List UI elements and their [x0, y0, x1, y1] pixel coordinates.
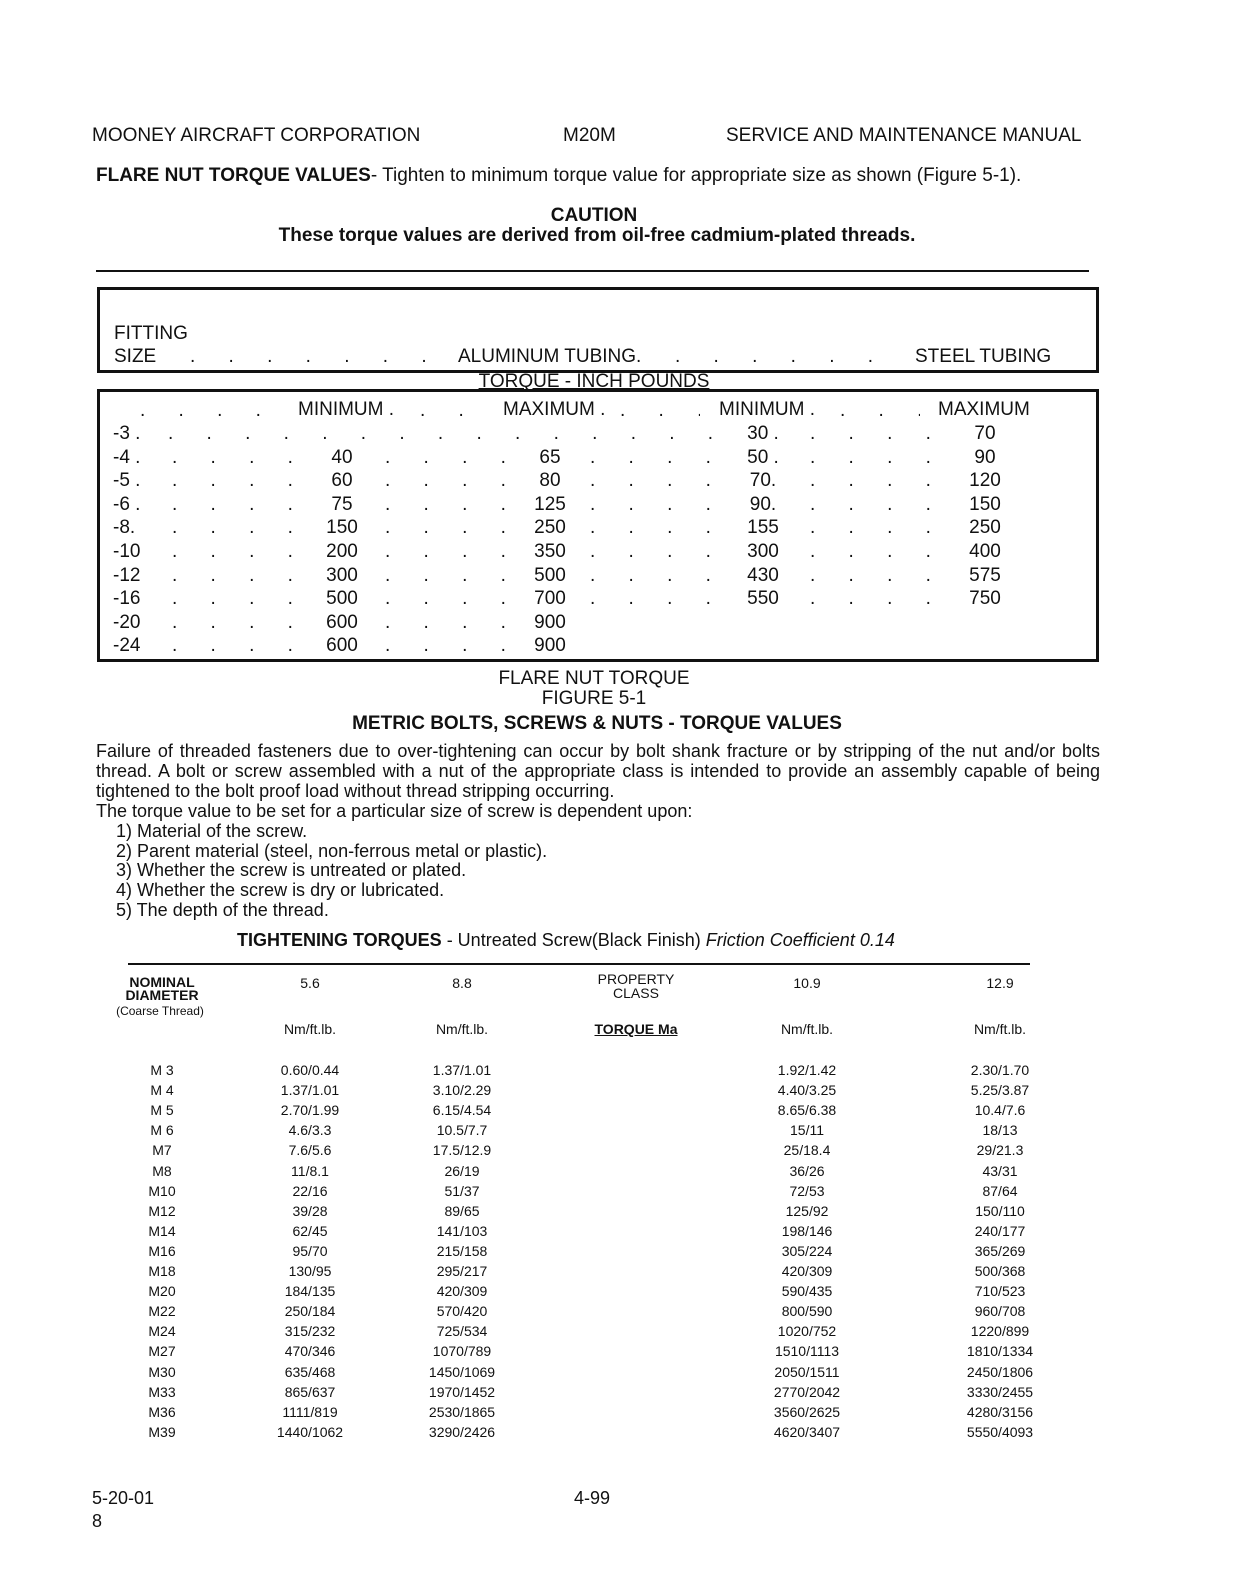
flare-torque-cell: 300 [326, 564, 358, 586]
class-12-9: 12.9 [986, 975, 1014, 991]
leader-dots [385, 635, 515, 655]
leader-dots [168, 423, 738, 443]
flare-intro-text: - Tighten to minimum torque value for appropriate size as shown (Figure 5-1). [370, 165, 1022, 186]
flare-intro [96, 165, 1021, 187]
metric-table-cell: 240/177 [974, 1222, 1026, 1239]
metric-table-cell: 4280/3156 [966, 1403, 1034, 1420]
metric-table-cell: 11/8.1 [291, 1162, 329, 1179]
dependent-text: The torque value to be set for a particular size of screw is dependent upon: [96, 801, 693, 821]
flare-torque-cell: 500 [534, 564, 566, 586]
metric-table-cell: M14 [148, 1222, 176, 1239]
metric-table-cell: 500/368 [974, 1263, 1026, 1279]
metric-table-cell: 184/135 [284, 1283, 336, 1300]
units-label: Nm/ft.lb. [283, 1021, 337, 1037]
metric-table-cell: 4.40/3.25 [777, 1082, 837, 1099]
aluminum-tubing-label: ALUMINUM TUBING. [458, 346, 642, 367]
caution-title: CAUTION [550, 205, 638, 226]
metric-table-cell: 141/103 [436, 1222, 488, 1239]
metric-table-cell: 3330/2455 [966, 1383, 1034, 1400]
flare-torque-cell: 600 [326, 611, 358, 633]
metric-table-cell: M39 [148, 1423, 176, 1440]
figure-caption: FLARE NUT TORQUE [498, 668, 690, 689]
metric-table-cell: 470/346 [284, 1343, 336, 1360]
leader-dots [385, 517, 515, 537]
leader-dots [172, 635, 312, 655]
metric-table-cell: 1.37/1.01 [432, 1062, 492, 1078]
metric-table-cell: M36 [148, 1403, 176, 1420]
leader-dots [810, 541, 945, 561]
metric-table-cell: 36/26 [789, 1162, 825, 1179]
leader-dots [385, 612, 515, 632]
flare-torque-cell: 125 [534, 493, 566, 515]
metric-table-cell: 39/28 [292, 1202, 328, 1219]
metric-table-cell: M7 [152, 1142, 172, 1159]
metric-table-cell: 3.10/2.29 [432, 1082, 492, 1099]
leader-dots [590, 565, 725, 585]
property-label: PROPERTY [597, 971, 675, 987]
flare-torque-cell: 700 [534, 588, 566, 610]
metric-table-cell: M18 [148, 1263, 176, 1279]
leader-dots [810, 517, 945, 537]
metric-table-cell: 130/95 [288, 1263, 332, 1279]
leader-dots [810, 447, 945, 467]
leader-dots [172, 565, 312, 585]
footer-page-number: 4-99 [574, 1488, 611, 1508]
leader-dots [590, 517, 725, 537]
torque-ma-label: TORQUE Ma [594, 1021, 678, 1037]
metric-table-cell: 2530/1865 [428, 1403, 496, 1420]
units-label: Nm/ft.lb. [973, 1021, 1027, 1037]
flare-torque-cell: 40 [331, 446, 353, 468]
metric-table-cell: M20 [148, 1283, 176, 1300]
leader-dots [590, 541, 725, 561]
metric-table-cell: 305/224 [781, 1242, 833, 1259]
metric-table-cell: 2770/2042 [773, 1383, 841, 1400]
metric-table-cell: 800/590 [781, 1303, 833, 1320]
metric-table-cell: 1.37/1.01 [280, 1082, 340, 1099]
torque-units-label: TORQUE - INCH POUNDS [478, 371, 710, 392]
metric-table-cell: 590/435 [781, 1283, 833, 1300]
flare-torque-cell: 150 [969, 493, 1001, 515]
metric-table-cell: 960/708 [974, 1303, 1026, 1320]
steel-tubing-label: STEEL TUBING [915, 346, 1052, 367]
metric-table-cell: 1510/1113 [774, 1343, 840, 1360]
flare-torque-cell: 250 [534, 517, 566, 539]
metric-paragraph: Failure of threaded fasteners due to over-tightening can occur by bolt shank fracture or by stripping of the nut and/or bolts thread. A bolt or screw assembled with a nut of the appropriate class is intended to provide an assembly capable of being tightened to the bolt proof load without thread stripping occurring. [96, 741, 1100, 801]
leader-dots [590, 447, 725, 467]
leader-dots [590, 588, 725, 608]
metric-table-cell: M12 [148, 1202, 176, 1219]
metric-table-cell: 1810/1334 [966, 1343, 1034, 1360]
metric-table-cell: 2450/1806 [966, 1363, 1034, 1380]
flare-torque-cell: 70. [749, 470, 777, 492]
leader-dots [385, 565, 515, 585]
flare-torque-cell: 70 [974, 423, 996, 444]
flare-col-header: MAXIMUM [938, 399, 1030, 420]
list-item: 3) Whether the screw is untreated or plated. [116, 860, 467, 881]
leader-dots [590, 470, 725, 490]
flare-torque-cell: 90 [974, 446, 996, 468]
diameter-label: DIAMETER [125, 987, 199, 1003]
metric-table-cell: 51/37 [444, 1182, 480, 1199]
leader-dots [385, 447, 515, 467]
metric-table-cell: M24 [148, 1323, 176, 1340]
flare-torque-cell: 120 [969, 470, 1001, 492]
class-10-9: 10.9 [793, 975, 821, 991]
leader-dots [810, 470, 945, 490]
metric-table-cell: 365/269 [974, 1242, 1026, 1259]
flare-torque-cell: 750 [969, 588, 1001, 610]
footer-date: 5-20-01 [92, 1488, 155, 1508]
metric-table-cell: 570/420 [436, 1303, 488, 1320]
flare-torque-cell: 50 . [747, 446, 779, 468]
flare-torque-cell: 75 [331, 493, 353, 515]
list-item: 2) Parent material (steel, non-ferrous metal or plastic). [116, 840, 548, 861]
metric-table-cell: 710/523 [974, 1283, 1026, 1300]
metric-table-cell: 250/184 [284, 1303, 336, 1320]
metric-table-cell: 125/92 [785, 1202, 829, 1219]
list-item: 4) Whether the screw is dry or lubricated. [116, 880, 445, 901]
leader-dots [590, 494, 725, 514]
divider [128, 963, 1030, 965]
flare-torque-cell: 550 [747, 588, 779, 610]
flare-size-cell: -5 . [113, 470, 141, 492]
flare-size-cell: -6 . [113, 493, 141, 515]
flare-torque-cell: 575 [969, 564, 1001, 586]
header-company: MOONEY AIRCRAFT CORPORATION [92, 125, 421, 146]
metric-table-cell: 198/146 [781, 1222, 833, 1239]
flare-torque-cell: 400 [969, 541, 1001, 562]
leader-dots [385, 588, 515, 608]
flare-size-cell: -10 [113, 541, 141, 562]
metric-table-cell: 4620/3407 [773, 1423, 841, 1440]
table-title-italic: Friction Coefficient 0.14 [705, 930, 895, 950]
leader-dots [172, 541, 312, 561]
divider [96, 270, 1089, 272]
flare-size-cell: -24 [113, 635, 141, 657]
units-label: Nm/ft.lb. [435, 1021, 489, 1037]
flare-torque-cell: 250 [969, 517, 1001, 539]
nominal-label: NOMINAL [129, 974, 195, 990]
leader-dots [172, 588, 312, 608]
leader-dots [172, 494, 312, 514]
metric-table-cell: 635/468 [284, 1363, 336, 1380]
flare-torque-cell: 600 [326, 635, 358, 657]
metric-table-cell: 150/110 [975, 1202, 1025, 1219]
leader-dots [385, 541, 515, 561]
leader-dots [810, 588, 945, 608]
metric-table-cell: 29/21.3 [976, 1142, 1024, 1159]
metric-table-cell: M 4 [150, 1082, 174, 1099]
metric-table-cell: 215/158 [436, 1242, 488, 1259]
leader-dots [172, 447, 312, 467]
metric-table-cell: 17.5/12.9 [432, 1142, 492, 1159]
metric-table-cell: 10.4/7.6 [974, 1102, 1026, 1119]
metric-table-cell: 1440/1062 [276, 1423, 344, 1440]
metric-table-cell: 1111/819 [282, 1403, 338, 1420]
metric-table-cell: 87/64 [982, 1182, 1018, 1199]
flare-size-cell: -8. [113, 517, 136, 539]
metric-table-cell: 26/19 [444, 1162, 480, 1179]
metric-table-cell: 5.25/3.87 [970, 1082, 1030, 1099]
metric-table-cell: M22 [148, 1303, 176, 1320]
flare-torque-cell: 900 [534, 635, 566, 657]
metric-title: METRIC BOLTS, SCREWS & NUTS - TORQUE VALUES [352, 713, 842, 734]
flare-size-cell: -16 [113, 588, 141, 610]
coarse-thread-label: (Coarse Thread) [116, 1004, 204, 1018]
flare-torque-cell: 30 . [747, 423, 779, 444]
flare-torque-cell: 65 [539, 446, 561, 468]
metric-table-cell: 295/217 [436, 1263, 488, 1279]
leader-dots [385, 494, 515, 514]
list-item: 1) Material of the screw. [116, 821, 308, 841]
flare-torque-cell: 90. [749, 493, 777, 515]
fitting-label: FITTING [114, 323, 188, 344]
flare-torque-cell: 350 [534, 541, 566, 562]
metric-table-cell: 2.70/1.99 [280, 1102, 340, 1119]
metric-table-cell: 865/637 [284, 1383, 336, 1400]
metric-table-cell: 18/13 [982, 1122, 1018, 1139]
leader-dots [810, 494, 945, 514]
metric-table-cell: 5550/4093 [966, 1423, 1034, 1440]
metric-table-cell: 420/309 [436, 1283, 488, 1300]
leader-dots [810, 423, 945, 443]
flare-torque-cell: 150 [326, 517, 358, 539]
flare-torque-cell: 60 [331, 470, 353, 492]
metric-table-cell: 420/309 [781, 1263, 833, 1279]
flare-torque-cell: 300 [747, 541, 779, 562]
metric-table-cell: M30 [148, 1363, 176, 1380]
leader-dots [190, 346, 450, 366]
metric-table-cell: 1220/899 [970, 1323, 1030, 1340]
flare-col-header: MINIMUM . [719, 399, 816, 420]
flare-size-cell: -4 . [113, 446, 141, 468]
leader-dots [140, 400, 280, 420]
metric-table-cell: 89/65 [444, 1202, 480, 1219]
table-title-bold: TIGHTENING TORQUES [237, 930, 442, 950]
metric-table-cell: 315/232 [284, 1323, 336, 1340]
flare-size-cell: -3 . [113, 423, 141, 444]
metric-table-cell: M8 [152, 1162, 172, 1179]
metric-table-cell: M 5 [150, 1102, 174, 1119]
metric-table-cell: 43/31 [982, 1162, 1018, 1179]
flare-intro-heading: FLARE NUT TORQUE VALUES [96, 165, 371, 186]
metric-table-cell: M 6 [150, 1122, 174, 1139]
metric-table-cell: 7.6/5.6 [288, 1142, 332, 1159]
metric-table-cell: 725/534 [436, 1323, 488, 1340]
leader-dots [172, 470, 312, 490]
leader-dots [172, 517, 312, 537]
metric-table-cell: M16 [148, 1242, 176, 1259]
metric-table-cell: 15/11 [790, 1122, 824, 1139]
metric-table-cell: 25/18.4 [783, 1142, 831, 1159]
metric-table-cell: M33 [148, 1383, 176, 1400]
flare-torque-cell: 900 [534, 611, 566, 633]
metric-table-cell: 1450/1069 [428, 1363, 496, 1380]
flare-size-cell: -12 [113, 564, 141, 586]
footer-revision: 8 [92, 1511, 103, 1531]
leader-dots [840, 400, 920, 420]
metric-table-cell: 3560/2625 [773, 1403, 841, 1420]
units-label: Nm/ft.lb. [780, 1021, 834, 1037]
caution-text: These torque values are derived from oil-free cadmium-plated threads. [278, 225, 916, 246]
flare-torque-cell: 500 [326, 588, 358, 610]
size-label: SIZE [114, 346, 157, 367]
metric-table-cell: 3290/2426 [428, 1423, 496, 1440]
leader-dots [810, 565, 945, 585]
metric-table-cell: 1070/789 [432, 1343, 492, 1360]
flare-size-cell: -20 [113, 611, 141, 633]
metric-table-cell: 1970/1452 [428, 1383, 496, 1400]
metric-table-cell: 1.92/1.42 [777, 1062, 837, 1078]
metric-table-cell: 10.5/7.7 [436, 1122, 488, 1139]
metric-table-cell: 8.65/6.38 [777, 1102, 837, 1119]
class-5-6: 5.6 [300, 975, 320, 991]
metric-table-cell: 95/70 [292, 1242, 328, 1259]
metric-table-cell: 62/45 [292, 1222, 328, 1239]
table-title-text: - Untreated Screw(Black Finish) [441, 930, 706, 950]
leader-dots [420, 400, 490, 420]
leader-dots [172, 612, 312, 632]
metric-table-cell: 2.30/1.70 [970, 1062, 1030, 1078]
metric-table-cell: 2050/1511 [774, 1363, 840, 1380]
metric-table-cell: M10 [148, 1182, 176, 1199]
header-model: M20M [563, 125, 616, 146]
metric-table-cell: 6.15/4.54 [432, 1102, 492, 1119]
class-label: CLASS [613, 985, 659, 1001]
flare-col-header: MAXIMUM . [503, 399, 606, 420]
leader-dots [385, 470, 515, 490]
leader-dots [675, 346, 895, 366]
class-8-8: 8.8 [452, 975, 472, 991]
figure-number: FIGURE 5-1 [541, 688, 647, 709]
flare-torque-cell: 430 [747, 564, 779, 586]
flare-torque-cell: 155 [747, 517, 779, 539]
metric-table-cell: 22/16 [292, 1182, 328, 1199]
flare-col-header: MINIMUM . [298, 399, 395, 420]
metric-table-cell: 0.60/0.44 [280, 1062, 340, 1078]
metric-table-cell: M 3 [150, 1062, 174, 1078]
metric-table-cell: 4.6/3.3 [288, 1122, 332, 1139]
flare-torque-cell: 80 [539, 470, 561, 492]
metric-table-cell: M27 [148, 1343, 176, 1360]
metric-table-cell: 72/53 [789, 1182, 825, 1199]
header-manual-title: SERVICE AND MAINTENANCE MANUAL [726, 125, 1082, 146]
table-title [237, 930, 895, 951]
flare-torque-cell: 200 [326, 541, 358, 562]
leader-dots [620, 400, 700, 420]
metric-table-cell: 1020/752 [777, 1323, 837, 1340]
list-item: 5) The depth of the thread. [116, 899, 329, 920]
